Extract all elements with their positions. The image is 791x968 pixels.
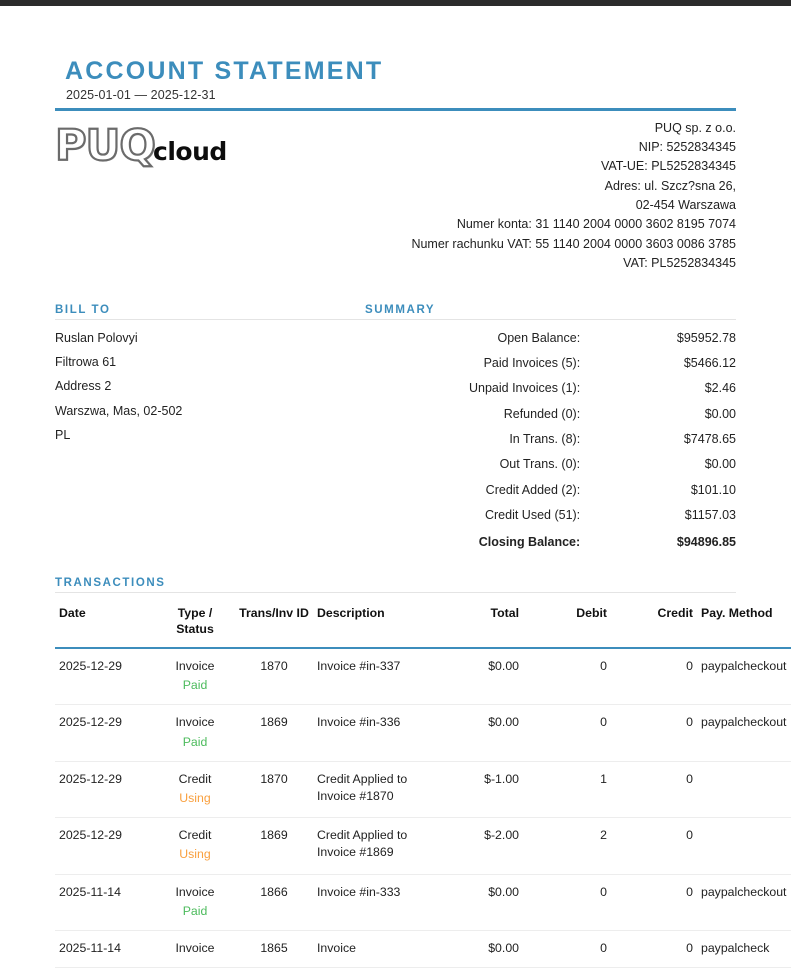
column-header-debit[interactable]: Debit: [523, 599, 611, 648]
summary-row: [365, 326, 736, 351]
transactions-table: [55, 599, 791, 968]
summary-row: [365, 503, 736, 528]
cell-total: $0.00: [431, 705, 523, 761]
cell-description: Invoice #in-337: [313, 648, 431, 705]
summary-row-label: Refunded (0):: [503, 406, 581, 421]
cell-description: Credit Applied to Invoice #1869: [313, 818, 431, 874]
summary-row-label: Out Trans. (0):: [499, 457, 581, 472]
transaction-type: Invoice: [175, 941, 215, 956]
cell-total: $0.00: [431, 648, 523, 705]
billing-summary-row: [55, 304, 736, 555]
cell-description: Invoice #in-333: [313, 874, 431, 930]
cell-credit: 0: [611, 931, 697, 968]
closing-balance-value: $94896.85: [676, 534, 736, 549]
summary-row: [365, 402, 736, 427]
company-line: VAT-UE: PL5252834345: [600, 159, 736, 174]
transactions-table-body: [55, 648, 791, 968]
cell-debit: 0: [523, 874, 611, 930]
cell-pay-method: paypalcheckout: [697, 874, 791, 930]
summary-row: [365, 478, 736, 503]
cell-credit: 0: [611, 874, 697, 930]
transaction-type: Invoice: [175, 884, 215, 899]
column-header-total[interactable]: Total: [431, 599, 523, 648]
cell-trans-id: 1866: [235, 874, 313, 930]
summary-table: [365, 326, 736, 555]
company-line: Numer rachunku VAT: 55 1140 2004 0000 3603 0086 3785: [411, 236, 736, 251]
cell-trans-id: 1870: [235, 648, 313, 705]
transaction-type: Invoice: [175, 715, 215, 730]
table-row[interactable]: [55, 818, 791, 874]
status-badge: Paid: [182, 678, 208, 693]
cell-trans-id: 1870: [235, 761, 313, 817]
cell-pay-method: paypalcheck: [697, 931, 791, 968]
cell-debit: 2: [523, 818, 611, 874]
bill-to-line: Address 2: [55, 379, 112, 394]
cell-credit: 0: [611, 818, 697, 874]
column-header-date[interactable]: Date: [55, 599, 155, 648]
table-row[interactable]: [55, 705, 791, 761]
closing-balance-label: Closing Balance:: [478, 534, 581, 549]
status-badge: Using: [179, 847, 211, 862]
logo-puq-text: PUQ: [55, 120, 155, 171]
cell-type-status: [155, 818, 235, 874]
summary-table-body: [365, 326, 736, 555]
cell-trans-id: 1869: [235, 705, 313, 761]
summary-row-value: $0.00: [704, 406, 736, 421]
column-header-pay-method[interactable]: Pay. Method: [697, 599, 791, 648]
bill-to-heading: BILL TO: [55, 304, 365, 320]
summary-row: [365, 376, 736, 401]
summary-row-value: $5466.12: [683, 355, 736, 370]
status-badge: Paid: [182, 903, 208, 918]
column-header-description[interactable]: Description: [313, 599, 431, 648]
document-header: [55, 6, 736, 111]
bill-to-line: PL: [55, 428, 71, 442]
bill-to-line: Filtrowa 61: [55, 354, 117, 369]
cell-type-status: [155, 931, 235, 968]
summary-total-row: [365, 529, 736, 555]
cell-type-status: [155, 874, 235, 930]
summary-row-label: Unpaid Invoices (1):: [469, 381, 581, 396]
transactions-heading: TRANSACTIONS: [55, 577, 736, 593]
cell-description: Credit Applied to Invoice #1870: [313, 761, 431, 817]
summary-block: [365, 304, 736, 555]
column-header-type-status[interactable]: Type / Status: [155, 599, 235, 648]
summary-heading: SUMMARY: [365, 304, 736, 320]
cell-debit: 1: [523, 761, 611, 817]
table-row[interactable]: [55, 931, 791, 968]
cell-type-status: [155, 761, 235, 817]
summary-row-label: Paid Invoices (5):: [483, 355, 581, 370]
logo-cloud-text: cloud: [153, 136, 227, 166]
summary-row-value: $0.00: [704, 457, 736, 472]
company-line: VAT: PL5252834345: [623, 256, 736, 271]
cell-date: 2025-12-29: [55, 761, 155, 817]
summary-row: [365, 351, 736, 376]
logo-wordmark: [55, 120, 227, 171]
summary-row-label: Credit Added (2):: [485, 482, 581, 497]
transactions-block: [55, 576, 787, 968]
cell-credit: 0: [611, 761, 697, 817]
table-row[interactable]: [55, 761, 791, 817]
summary-row-value: $95952.78: [676, 330, 736, 345]
company-logo: [55, 119, 227, 171]
company-line: PUQ sp. z o.o.: [654, 120, 736, 135]
table-header-row: [55, 599, 791, 648]
cell-total: $-1.00: [431, 761, 523, 817]
cell-date: 2025-12-29: [55, 818, 155, 874]
table-row[interactable]: [55, 648, 791, 705]
transactions-table-head: [55, 599, 791, 648]
summary-row-value: $101.10: [690, 482, 736, 497]
cell-trans-id: 1869: [235, 818, 313, 874]
company-line: NIP: 5252834345: [638, 139, 736, 154]
cell-date: 2025-11-14: [55, 931, 155, 968]
company-line: Numer konta: 31 1140 2004 0000 3602 8195 7074: [456, 217, 736, 232]
summary-row-label: Open Balance:: [497, 330, 581, 345]
cell-total: $0.00: [431, 931, 523, 968]
cell-credit: 0: [611, 705, 697, 761]
company-line: Adres: ul. Szcz?sna 26,: [604, 178, 736, 193]
cell-pay-method: [697, 818, 791, 874]
cell-type-status: [155, 705, 235, 761]
summary-row-value: $1157.03: [684, 508, 736, 523]
bill-to-line: Warszwa, Mas, 02-502: [55, 403, 183, 418]
summary-row-value: $7478.65: [683, 432, 736, 446]
summary-row: [365, 452, 736, 477]
cell-debit: 0: [523, 931, 611, 968]
statement-page: [0, 6, 791, 968]
column-header-credit[interactable]: Credit: [611, 599, 697, 648]
company-details: [411, 119, 736, 274]
company-line: 02-454 Warszawa: [635, 198, 736, 212]
transaction-type: Invoice: [175, 659, 215, 674]
cell-debit: 0: [523, 705, 611, 761]
transaction-type: Credit: [178, 771, 212, 786]
bill-to-address: [55, 326, 365, 448]
cell-date: 2025-12-29: [55, 648, 155, 705]
page-title: ACCOUNT STATEMENT: [65, 57, 384, 85]
column-header-trans-id[interactable]: Trans/Inv ID: [235, 599, 313, 648]
summary-row-label: Credit Used (51):: [484, 508, 581, 523]
cell-description: Invoice: [313, 931, 431, 968]
summary-row-label: In Trans. (8):: [509, 432, 581, 446]
bill-to-block: [55, 304, 365, 555]
identity-row: [55, 111, 736, 274]
status-badge: Using: [179, 791, 211, 806]
cell-total: $-2.00: [431, 818, 523, 874]
statement-period: 2025-01-01 — 2025-12-31: [66, 87, 216, 102]
cell-total: $0.00: [431, 874, 523, 930]
cell-date: 2025-12-29: [55, 705, 155, 761]
summary-row-value: $2.46: [704, 381, 736, 396]
cell-pay-method: [697, 761, 791, 817]
cell-credit: 0: [611, 648, 697, 705]
cell-debit: 0: [523, 648, 611, 705]
summary-row: [365, 427, 736, 452]
cell-type-status: [155, 648, 235, 705]
table-row[interactable]: [55, 874, 791, 930]
cell-date: 2025-11-14: [55, 874, 155, 930]
status-badge: Paid: [182, 734, 208, 749]
cell-trans-id: 1865: [235, 931, 313, 968]
cell-pay-method: paypalcheckout: [697, 705, 791, 761]
cell-pay-method: paypalcheckout: [697, 648, 791, 705]
transaction-type: Credit: [178, 828, 212, 843]
cell-description: Invoice #in-336: [313, 705, 431, 761]
bill-to-line: Ruslan Polovyi: [55, 330, 138, 345]
